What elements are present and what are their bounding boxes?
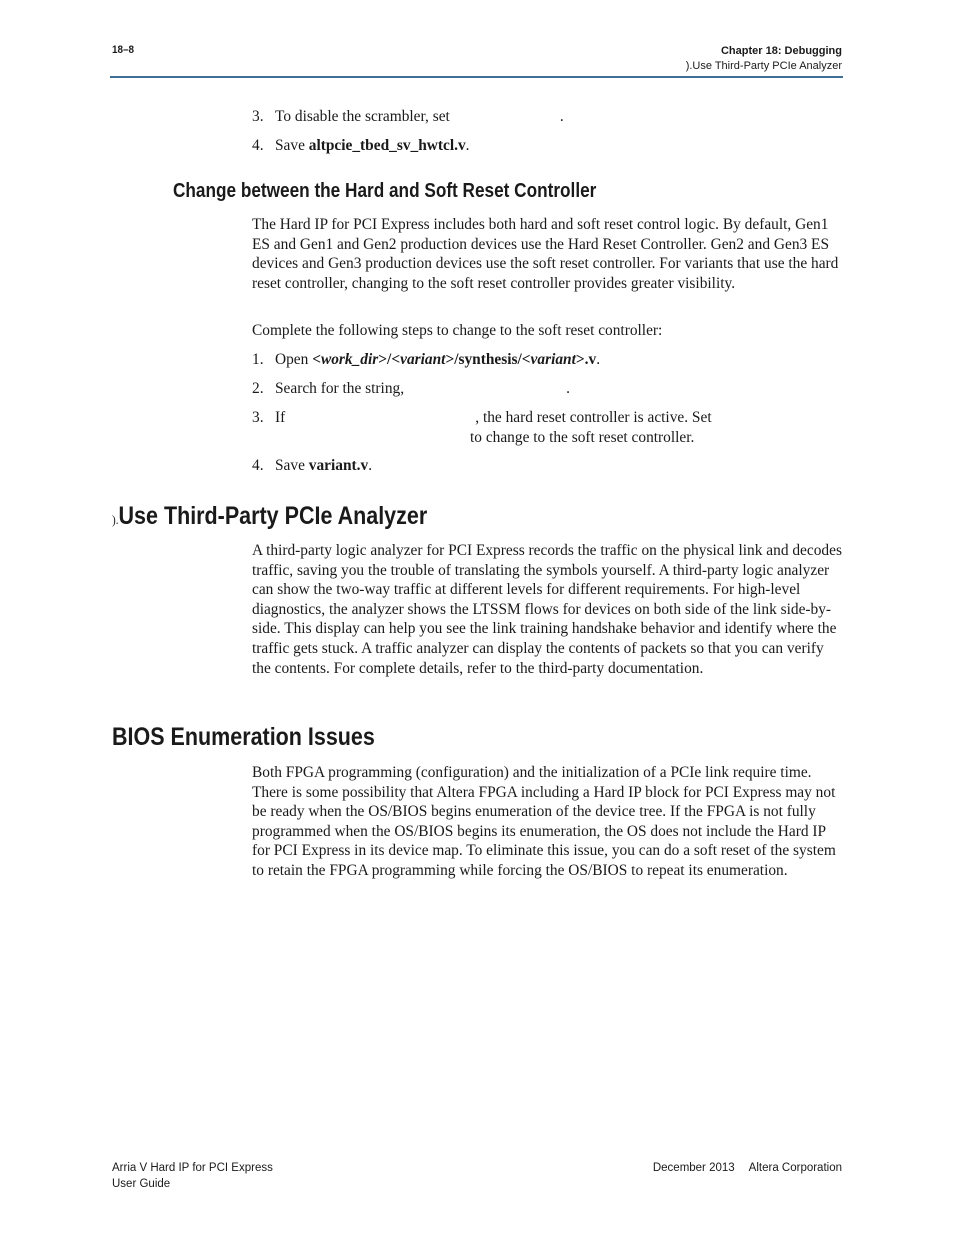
footer-doc-title: Arria V Hard IP for PCI Express (112, 1162, 273, 1174)
step-open-file: 1. Open <work_dir>/<variant>/synthesis/<variant>.v. (252, 351, 601, 368)
reset-paragraph-1: The Hard IP for PCI Express includes both hard and soft reset control logic. By default, Gen1 ES and Gen1 and Gen2 production devices use the Hard Reset Controller. Gen2 and Gen3 ES devices and Gen3 production devices use the soft reset controller. For variants that use the hard reset controller, changing to the soft reset controller provides greater visibility. (252, 216, 839, 292)
footer-date: December 2013 (652, 1162, 735, 1174)
heading-bios-enumeration: BIOS Enumeration Issues (112, 723, 375, 751)
footer-doc-info (112, 1160, 273, 1192)
step-search-string: 2. Search for the string, . (252, 380, 570, 397)
chapter-title: Chapter 18: Debugging (720, 45, 842, 57)
footer-publisher-info (653, 1160, 842, 1176)
section-title: ).Use Third-Party PCIe Analyzer (685, 60, 842, 72)
reset-paragraph-2: Complete the following steps to change to the soft reset controller: (252, 322, 663, 339)
step-disable-scrambler: 3. To disable the scrambler, set . (252, 108, 564, 125)
running-header (686, 44, 842, 74)
analyzer-paragraph: A third-party logic analyzer for PCI Express records the traffic on the physical link and decodes traffic, saving you the trouble of translating the symbols yourself. A third-party logic analyzer can show the two-way traffic at different levels for different requirements. For high-level diagnostics, the analyzer shows the LTSSM flows for devices on both side of the link side-by-side. This display can help you see the link training handshake behavior and identify where the traffic gets stuck. A traffic analyzer can display the contents of packets so that you can verify the contents. For complete details, refer to the third-party documentation. (252, 542, 842, 677)
step-save-testbench: 4. Save altpcie_tbed_sv_hwtcl.v. (252, 137, 470, 154)
page-number: 18–8 (112, 44, 135, 56)
step-if-hard-reset-line2: to change to the soft reset controller. (470, 429, 695, 446)
heading-pcie-analyzer: ).Use Third-Party PCIe Analyzer (112, 502, 428, 530)
heading-reset-controller: Change between the Hard and Soft Reset Controller (173, 180, 597, 202)
step-if-hard-reset: 3. If , the hard reset controller is active. Set (252, 409, 712, 426)
step-save-variant: 4. Save variant.v. (252, 457, 373, 474)
header-rule (110, 76, 843, 78)
footer-doc-subtitle: User Guide (112, 1178, 171, 1190)
footer-company: Altera Corporation (748, 1162, 842, 1174)
bios-paragraph: Both FPGA programming (configuration) and the initialization of a PCIe link require time. There is some possibility that Altera FPGA including a Hard IP block for PCI Express may not be ready when the OS/BIOS begins enumeration of the device tree. If the FPGA is not fully programmed when the OS/BIOS begins its enumeration, the OS does not include the Hard IP for PCI Express in its device map. To eliminate this issue, you can do a soft reset of the system to retain the FPGA programming while forcing the OS/BIOS to repeat its enumeration. (252, 764, 836, 879)
